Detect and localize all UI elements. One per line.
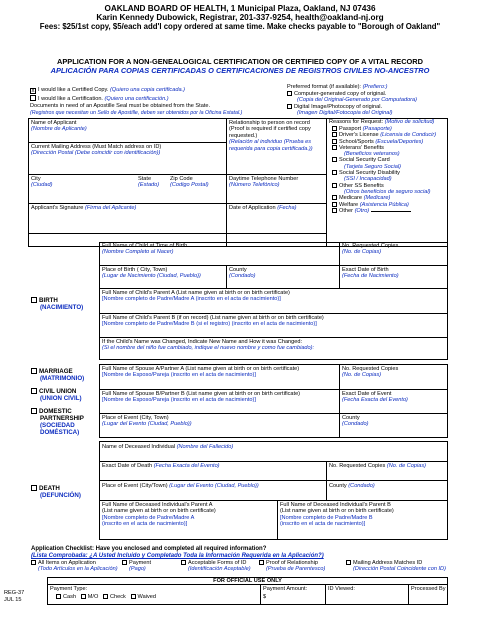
- death-copies-field[interactable]: No. Requested Copies (No. de Copias): [329, 463, 427, 469]
- checklist-title: Application Checklist: Have you enclosed and completed all required information?: [31, 546, 267, 552]
- marriage-copies-field[interactable]: No. Requested Copies (No. de Copias): [342, 366, 399, 379]
- mailing-address-es: (Dirección Postal (Debe coincidir con identificación)): [31, 150, 161, 156]
- reasons-list: Passport (Pasaporte) Driver's License (Licensia de Conducir) School/Sports (Escuela/Deportes) Veterans' Benefits (Beneficios veteranos) Social Security Card (Tarjeta Seguro Social) Social Security Disability (SSI / Incapacidad) Other SS Benefits (Otros beneficios de seguro social) Medicare (Medicare) Welfare (Asistencia Pública) Other (Otro): [332, 126, 436, 214]
- checklist-id[interactable]: Acceptable Forms of ID (Identificación Aceptable): [181, 560, 251, 573]
- civil-union-checkbox-label[interactable]: CIVIL UNION: [31, 388, 76, 395]
- birth-checkbox[interactable]: [31, 297, 37, 303]
- domestic-partnership-checkbox[interactable]: [31, 408, 37, 414]
- deceased-parent-b-field[interactable]: Full Name of Deceased Individual's Parent B (List name given at birth or on birth certificate) [Nombre completo de Padre/Madre B (inscrito en el acta de nacimiento)]: [280, 502, 394, 528]
- domestic-partnership-es2: DOMÉSTICA): [40, 429, 80, 436]
- checklist-relationship[interactable]: Proof of Relationship (Prueba de Parentesco): [259, 560, 325, 573]
- reason-medicare[interactable]: Medicare (Medicare): [332, 195, 436, 201]
- computer-copy-es: (Copia del Original-Generado por Computadora): [297, 97, 418, 103]
- reason-other[interactable]: Other (Otro): [332, 208, 436, 214]
- marriage-date-field[interactable]: Exact Date of Event (Fecha Exacta del Evento): [342, 391, 408, 404]
- reasons-label: Reasons for Request: (Motivo de solicitud): [329, 119, 435, 125]
- applicant-name-es: (Nombre de Aplicante): [31, 126, 87, 132]
- deceased-name-field[interactable]: Name of Deceased Individual (Nombre del Fallecido): [102, 444, 234, 450]
- apostille-note: Documents in need of an Apostille Seal must be obtained from the State.: [30, 103, 211, 109]
- birth-place-field[interactable]: Place of Birth ( City, Town) (Lugar de Nacimiento (Ciudad, Pueblo)): [102, 267, 201, 280]
- certified-copy-checkbox[interactable]: x: [31, 88, 35, 94]
- death-county-field[interactable]: County (Condado): [329, 483, 375, 489]
- phone-field[interactable]: Daytime Telephone Number (Número Telefónico): [229, 176, 299, 189]
- reason-passport[interactable]: Passport (Pasaporte): [332, 126, 436, 132]
- birth-checkbox-label[interactable]: BIRTH: [31, 297, 58, 304]
- reason-other-ss[interactable]: Other SS Benefits: [332, 183, 436, 189]
- city-field[interactable]: City (Ciudad): [31, 176, 53, 189]
- id-viewed-field[interactable]: ID Viewed:: [328, 586, 355, 592]
- civil-union-checkbox[interactable]: [31, 388, 37, 394]
- domestic-partnership-checkbox-label[interactable]: DOMESTIC: [31, 408, 72, 415]
- reason-school-sports[interactable]: School/Sports (Escuela/Deportes): [332, 139, 436, 145]
- apostille-note-es: (Registros que necesitan un Sello de Apostille, deben ser obtenidos por la Oficina Estatal.): [30, 110, 243, 116]
- processed-by-field[interactable]: Processed By: [411, 586, 446, 592]
- death-checkbox[interactable]: [31, 485, 37, 491]
- name-change-field[interactable]: If the Child's Name was Changed, Indicate New Name and How it was Changed: (Si el nombre del niño fue cambiado, indique el nuevo nombre y como fue cambiado):: [102, 339, 315, 352]
- reason-veterans[interactable]: Veterans' Benefits: [332, 145, 436, 151]
- digital-image-option[interactable]: Digital Image/Photocopy of original.: [287, 104, 382, 110]
- birth-county-field[interactable]: County (Condado): [229, 267, 256, 280]
- zip-field[interactable]: Zip Code (Codigo Postal): [170, 176, 209, 189]
- preferred-format-label: Preferred format (if available): (Prefiero:): [287, 84, 388, 90]
- certified-copy-option[interactable]: x I would like a Certified Copy. (Quiero una copia certificada.): [31, 87, 185, 94]
- computer-copy-checkbox[interactable]: [287, 91, 292, 96]
- checklist-all-items[interactable]: All Items on Application (Todo Artículos en la Aplicación): [31, 560, 118, 573]
- domestic-partnership-line2: PARTNERSHIP: [40, 415, 84, 422]
- birth-date-field[interactable]: Exact Date of Birth (Fecha de Nacimiento): [342, 267, 399, 280]
- signature-field[interactable]: Applicant's Signature (Firma del Aplicante): [31, 205, 137, 211]
- header-line1: OAKLAND BOARD OF HEALTH, 1 Municipal Plaza, Oakland, NJ 07436: [104, 4, 376, 13]
- state-field[interactable]: State (Estado): [138, 176, 160, 189]
- applicant-name-field[interactable]: Name of Applicant: [31, 120, 77, 126]
- birth-copies-field[interactable]: No. Requested Copies (No. de Copias): [342, 243, 399, 256]
- death-place-field[interactable]: Place of Event (City/Town) (Lugar del Evento (Ciudad, Pueblo)): [102, 483, 259, 489]
- application-date-field[interactable]: Date of Application (Fecha): [229, 205, 297, 211]
- spouse-a-field[interactable]: Full Name of Spouse A/Partner A (List name given at birth or on birth certificate) [Nombre de Esposo/Pareja (inscrito en el acta de nacimiento)]: [102, 366, 300, 379]
- marriage-checkbox-label[interactable]: MARRIAGE: [31, 368, 73, 375]
- marriage-county-field[interactable]: County (Condado): [342, 415, 369, 428]
- death-checkbox-label[interactable]: DEATH: [31, 485, 60, 492]
- reason-welfare[interactable]: Welfare (Asistencia Pública): [332, 202, 436, 208]
- digital-image-es: (Imagen Digital/Fotocopia del Original): [297, 110, 393, 116]
- title-es: APLICACIÓN PARA COPIAS CERTIFICADAS O CERTIFICACIONES DE REGISTROS CIVILES NO-ANCESTRO: [50, 66, 430, 75]
- mailing-address-field[interactable]: Current Mailing Address (Must Match address on ID): [31, 144, 162, 150]
- digital-image-checkbox[interactable]: [287, 104, 292, 109]
- parent-a-field[interactable]: Full Name of Child's Parent A (List name given at birth or on birth certificate) [Nombre completo de Padre/Madre A (inscrito en el acta de nacimiento)]: [102, 290, 290, 303]
- certification-option[interactable]: I would like a Certification. (Quiero una certificación.): [30, 95, 169, 102]
- deceased-parent-a-field[interactable]: Full Name of Deceased Individual's Parent A (List name given at birth or on birth certificate) [Nombre completo de Padre/Madre A (inscrito en el acta de nacimiento)]: [102, 502, 216, 528]
- official-use-title: FOR OFFICIAL USE ONLY: [213, 578, 282, 584]
- certification-checkbox[interactable]: [30, 95, 36, 101]
- payment-type-options: [56, 594, 156, 600]
- reason-drivers-license[interactable]: Driver's License (Licensia de Conducir): [332, 132, 436, 138]
- child-name-field[interactable]: Full Name of Child at Time of Birth (Nombre Completo al Nacer): [102, 243, 188, 256]
- header-line3: Fees: $25/1st copy, $5/each add'l copy ordered at same time. Make checks payable to "Borough of Oakland": [39, 22, 441, 31]
- death-label-es: (DEFUNCIÓN): [40, 492, 81, 499]
- reason-ss-card[interactable]: Social Security Card: [332, 157, 436, 163]
- computer-copy-option[interactable]: Computer-generated copy of original.: [287, 91, 386, 97]
- checklist-payment[interactable]: Payment (Pago): [122, 560, 151, 573]
- form-date: JUL 15: [4, 597, 22, 603]
- header-line2: Karin Kennedy Dubowick, Registrar, 201-337-9254, health@oakland-nj.org: [96, 13, 384, 22]
- parent-b-field[interactable]: Full Name of Child's Parent B (if on record) (List name given at birth or on birth certificate) [Nombre completo de Padre/Madre B (si el registro) (inscrito en el acta de nacimiento)]: [102, 315, 324, 328]
- checklist-mailing[interactable]: Mailing Address Matches ID (Dirección Postal Coincidente con ID): [346, 560, 446, 573]
- birth-label-es: (NACIMIENTO): [40, 304, 84, 311]
- marriage-place-field[interactable]: Place of Event (City, Town) (Lugar del Evento (Ciudad, Pueblo)): [102, 415, 192, 428]
- spouse-b-field[interactable]: Full Name of Spouse B/Partner B (List name given at birth or on birth certificate) [Nombre de Esposo/Pareja (inscrito en el acta de nacimiento)]: [102, 391, 301, 404]
- domestic-partnership-es1: (SOCIEDAD: [40, 422, 75, 429]
- marriage-checkbox[interactable]: [31, 368, 37, 374]
- marriage-label-es: (MATRIMONIO): [40, 375, 85, 382]
- relationship-field[interactable]: Relationship to person on record (Proof is required if certified copy requested.) (Relación al individuo (Prueba es requerida para copia certificada.)): [229, 120, 313, 152]
- payment-mo[interactable]: M/O: [81, 594, 99, 600]
- civil-union-label-es: (UNION CIVIL): [40, 395, 82, 402]
- checklist-title-es: (Lista Comprobada: ¿A Usted Incluido y Completado Toda la Información Requerida en la Aplicación?): [31, 553, 324, 559]
- title-en: APPLICATION FOR A NON-GENEALOGICAL CERTIFICATION OR CERTIFIED COPY OF A VITAL RECORD: [57, 57, 423, 66]
- reason-ss-disability[interactable]: Social Security Disability: [332, 170, 436, 176]
- payment-cash[interactable]: Cash: [56, 594, 76, 600]
- payment-type-label: Payment Type:: [50, 586, 88, 592]
- payment-waived[interactable]: Waived: [131, 594, 156, 600]
- death-date-field[interactable]: Exact Date of Death (Fecha Exacta del Evento): [102, 463, 220, 469]
- payment-amount-field[interactable]: Payment Amount: $: [263, 586, 308, 601]
- payment-check[interactable]: Check: [103, 594, 126, 600]
- form-id: REG-37: [4, 590, 25, 596]
